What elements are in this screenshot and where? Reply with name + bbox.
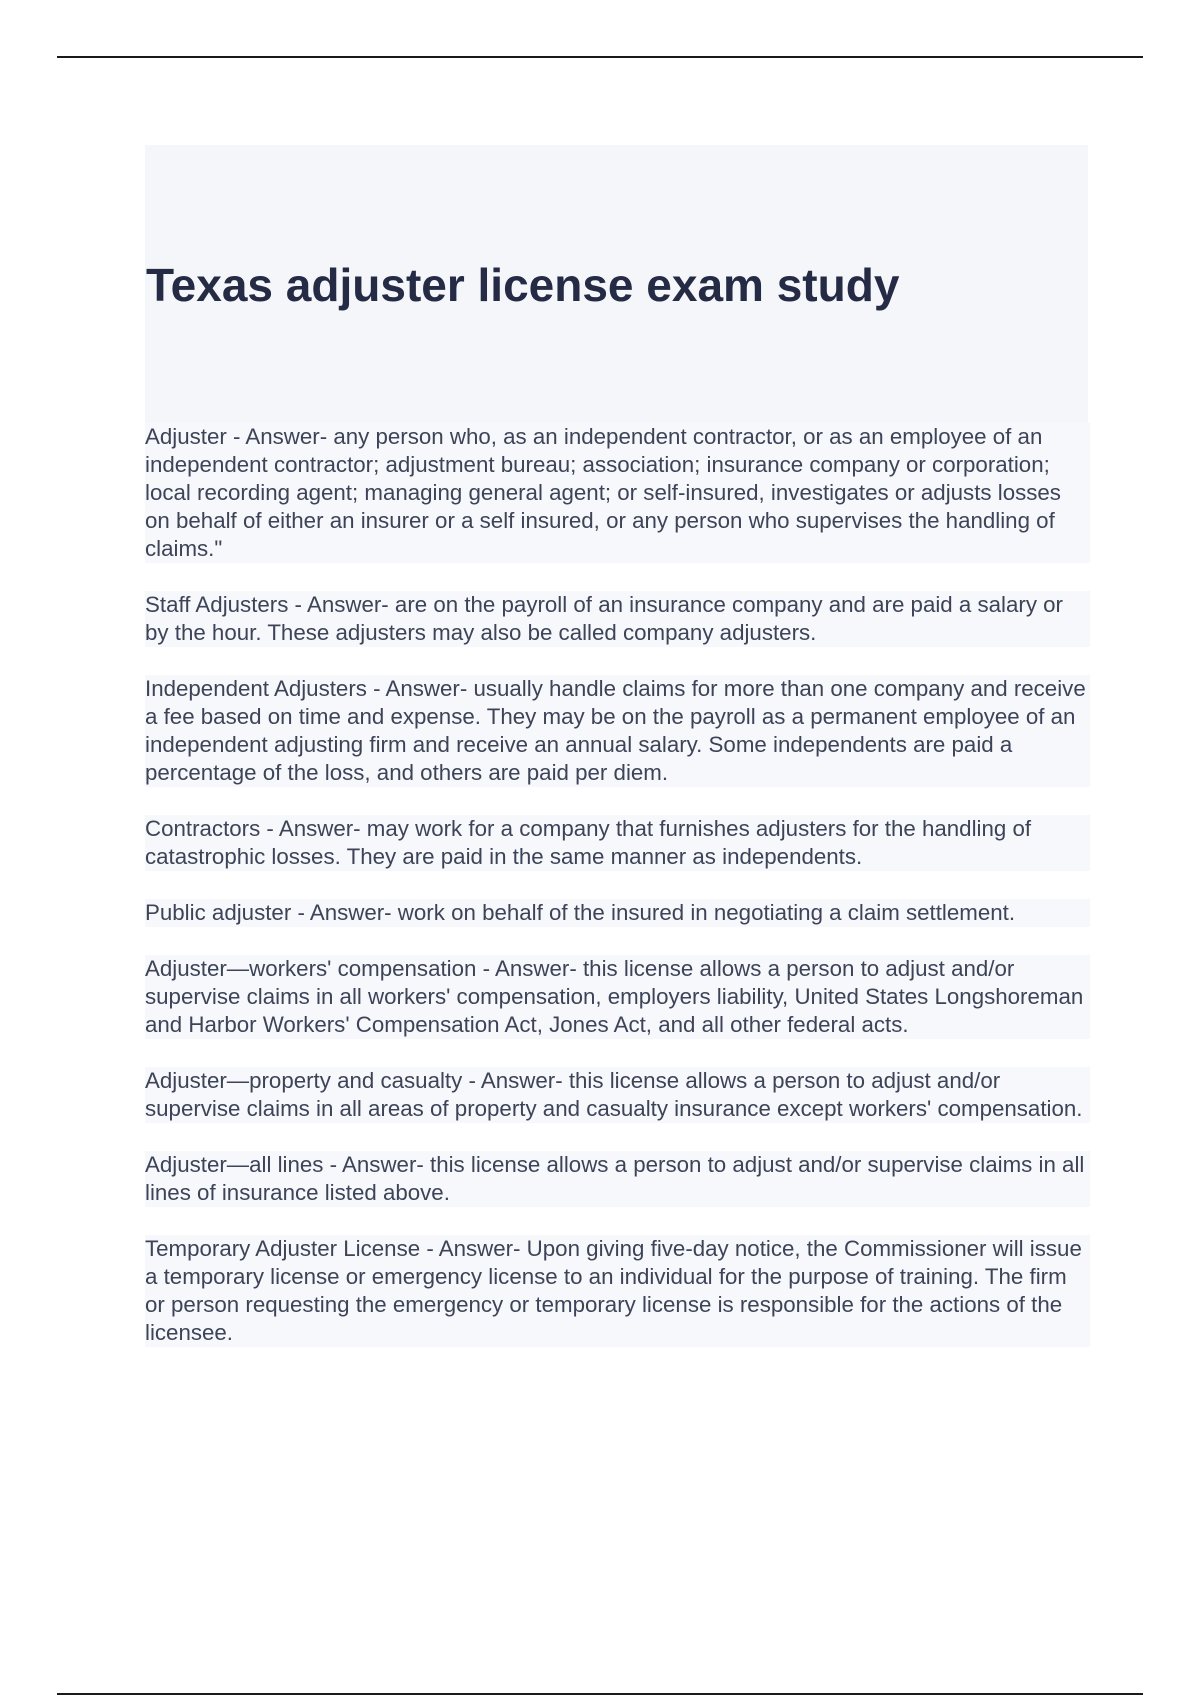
entry-public-adjuster: Public adjuster - Answer- work on behalf of the insured in negotiating a claim settlement.: [145, 899, 1090, 927]
entry-workers-compensation: Adjuster—workers' compensation - Answer- this license allows a person to adjust and/or supervise claims in all workers' compensation, employers liability, United States Longshoreman and Harbor Workers' Compensation Act, Jones Act, and all other federal acts.: [145, 955, 1090, 1039]
entry-contractors: Contractors - Answer- may work for a company that furnishes adjusters for the handling of catastrophic losses. They are paid in the same manner as independents.: [145, 815, 1090, 871]
entry-adjuster: Adjuster - Answer- any person who, as an independent contractor, or as an employee of an independent contractor; adjustment bureau; association; insurance company or corporation; local recording agent; managing general agent; or self-insured, investigates or adjusts losses on behalf of either an insurer or a self insured, or any person who supervises the handling of claims.": [145, 423, 1090, 563]
bottom-rule: [57, 1693, 1143, 1695]
entry-temporary-license: Temporary Adjuster License - Answer- Upon giving five-day notice, the Commissioner will issue a temporary license or emergency license to an individual for the purpose of training. The firm or person requesting the emergency or temporary license is responsible for the actions of the licensee.: [145, 1235, 1090, 1347]
top-rule: [57, 56, 1143, 58]
entry-staff-adjusters: Staff Adjusters - Answer- are on the payroll of an insurance company and are paid a salary or by the hour. These adjusters may also be called company adjusters.: [145, 591, 1090, 647]
entry-all-lines: Adjuster—all lines - Answer- this license allows a person to adjust and/or supervise claims in all lines of insurance listed above.: [145, 1151, 1090, 1207]
document-content: [145, 423, 1090, 1375]
entry-independent-adjusters: Independent Adjusters - Answer- usually handle claims for more than one company and receive a fee based on time and expense. They may be on the payroll as a permanent employee of an independent adjusting firm and receive an annual salary. Some independents are paid a percentage of the loss, and others are paid per diem.: [145, 675, 1090, 787]
document-title: Texas adjuster license exam study: [146, 259, 900, 311]
entry-property-casualty: Adjuster—property and casualty - Answer- this license allows a person to adjust and/or supervise claims in all areas of property and casualty insurance except workers' compensation.: [145, 1067, 1090, 1123]
